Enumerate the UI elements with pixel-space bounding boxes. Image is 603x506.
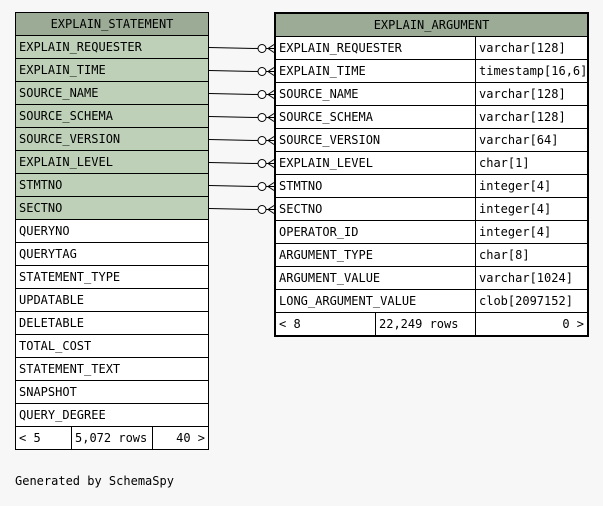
column-name: LONG_ARGUMENT_VALUE: [279, 294, 417, 308]
column-name: QUERYNO: [19, 224, 70, 238]
column-type: varchar[64]: [475, 129, 587, 151]
column-name: DELETABLE: [19, 316, 85, 330]
column-name: SECTNO: [279, 202, 323, 216]
parent-count: < 5: [16, 427, 72, 449]
column-name: SOURCE_VERSION: [19, 132, 121, 146]
table-title[interactable]: EXPLAIN_STATEMENT: [16, 13, 208, 36]
table-title[interactable]: EXPLAIN_ARGUMENT: [276, 14, 587, 37]
column-name: STMTNO: [279, 179, 323, 193]
column-name: EXPLAIN_TIME: [279, 64, 366, 78]
relationship-line: [209, 114, 274, 122]
column-type: varchar[1024]: [475, 267, 587, 289]
row-count: 5,072 rows: [72, 427, 153, 449]
column-type: timestamp[16,6]: [475, 60, 587, 82]
relationship-line: [209, 91, 274, 99]
column-name: ARGUMENT_TYPE: [279, 248, 373, 262]
relationship-line: [209, 68, 274, 76]
column-type: integer[4]: [475, 198, 587, 220]
child-count: 0 >: [562, 317, 584, 331]
column-type: char[1]: [475, 152, 587, 174]
row-count: 22,249 rows: [376, 313, 476, 335]
column-name: SNAPSHOT: [19, 385, 77, 399]
relationship-line: [209, 206, 274, 214]
column-name: SOURCE_VERSION: [279, 133, 381, 147]
column-name: ARGUMENT_VALUE: [279, 271, 381, 285]
relationship-line: [209, 137, 274, 145]
column-type: integer[4]: [475, 221, 587, 243]
child-count: 40 >: [176, 431, 205, 445]
column-name: SOURCE_SCHEMA: [279, 110, 373, 124]
column-type: varchar[128]: [475, 83, 587, 105]
column-name: EXPLAIN_LEVEL: [19, 155, 113, 169]
column-type: varchar[128]: [475, 106, 587, 128]
parent-count: < 8: [276, 313, 376, 335]
column-name: EXPLAIN_REQUESTER: [279, 41, 402, 55]
generated-by-label: Generated by SchemaSpy: [15, 474, 174, 488]
column-name: SOURCE_NAME: [19, 86, 99, 100]
column-type: integer[4]: [475, 175, 587, 197]
column-name: STATEMENT_TYPE: [19, 270, 121, 284]
column-name: EXPLAIN_LEVEL: [279, 156, 373, 170]
column-name: QUERY_DEGREE: [19, 408, 106, 422]
column-name: EXPLAIN_REQUESTER: [19, 40, 142, 54]
column-name: EXPLAIN_TIME: [19, 63, 106, 77]
relationship-line: [209, 160, 274, 168]
column-name: UPDATABLE: [19, 293, 85, 307]
column-name: OPERATOR_ID: [279, 225, 359, 239]
relationship-line: [209, 183, 274, 191]
column-name: SOURCE_NAME: [279, 87, 359, 101]
column-type: clob[2097152]: [475, 290, 587, 312]
column-name: QUERYTAG: [19, 247, 77, 261]
column-name: TOTAL_COST: [19, 339, 92, 353]
column-type: char[8]: [475, 244, 587, 266]
column-name: STMTNO: [19, 178, 63, 192]
column-type: varchar[128]: [475, 37, 587, 59]
relationship-line: [209, 45, 274, 53]
column-name: STATEMENT_TEXT: [19, 362, 121, 376]
column-name: SECTNO: [19, 201, 63, 215]
column-name: SOURCE_SCHEMA: [19, 109, 113, 123]
